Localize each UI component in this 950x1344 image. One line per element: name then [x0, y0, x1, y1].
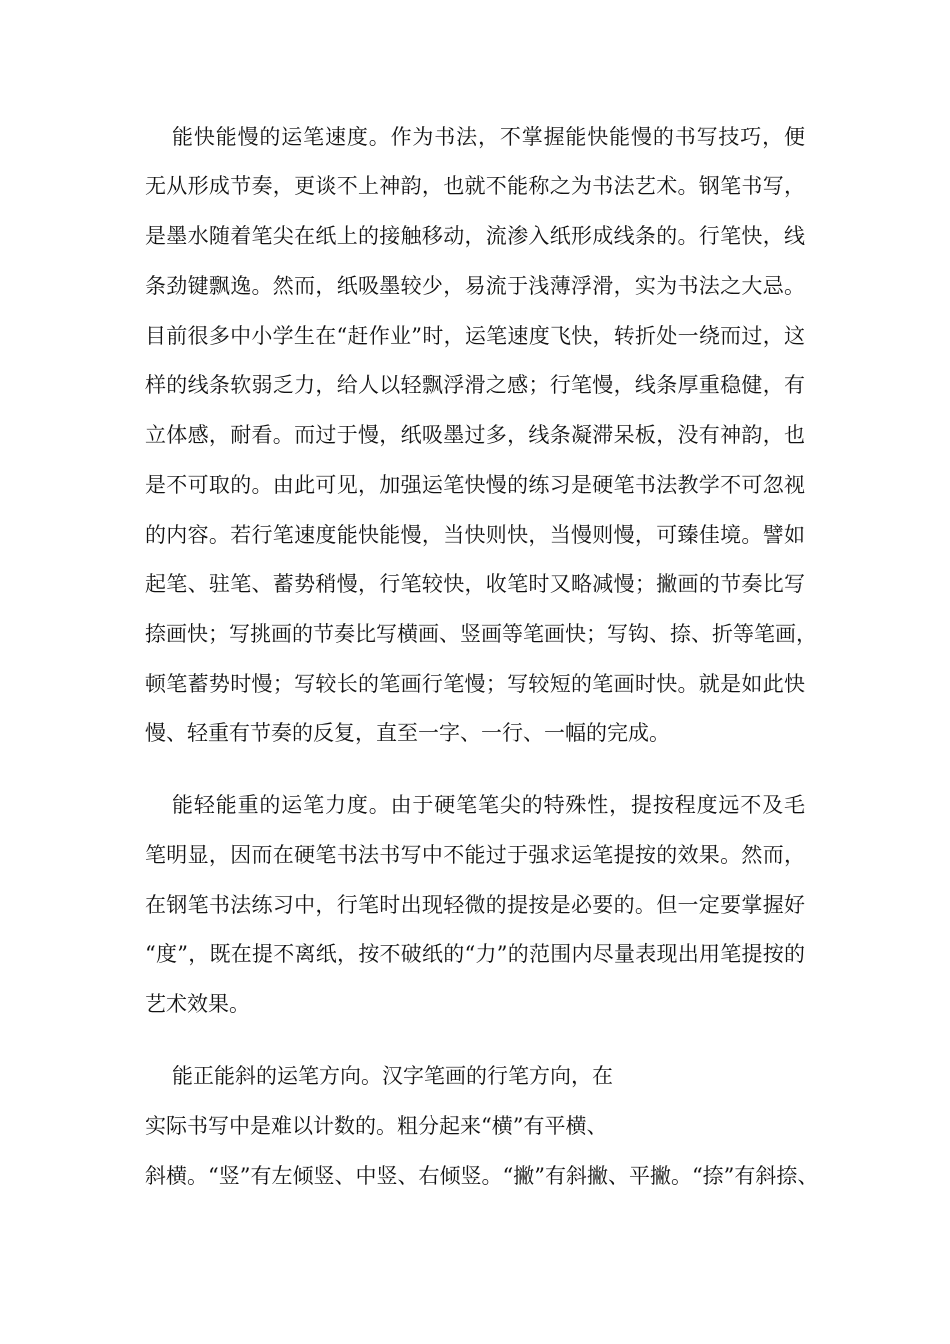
- paragraph-1-line-12: 顿笔蓄势时慢；写较长的笔画行笔慢；写较短的笔画时快。就是如此快: [145, 672, 805, 696]
- paragraph-1-line-13: 慢、轻重有节奏的反复，直至一字、一行、一幅的完成。: [145, 721, 670, 745]
- paragraph-3-line-3: 斜横。“竖”有左倾竖、中竖、右倾竖。“撇”有斜撇、平撇。“捺”有斜捺、: [145, 1164, 819, 1188]
- paragraph-1-line-11: 捺画快；写挑画的节奏比写横画、竖画等笔画快；写钩、捺、折等笔画，: [145, 622, 817, 646]
- paragraph-3-line-1: 能正能斜的运笔方向。汉字笔画的行笔方向，在: [172, 1064, 613, 1088]
- paragraph-1-line-4: 条劲键飘逸。然而，纸吸墨较少，易流于浅薄浮滑，实为书法之大忌。: [145, 274, 805, 298]
- paragraph-1-line-9: 的内容。若行笔速度能快能慢，当快则快，当慢则慢，可臻佳境。譬如: [145, 523, 805, 547]
- paragraph-1-line-7: 立体感，耐看。而过于慢，纸吸墨过多，线条凝滞呆板，没有神韵，也: [145, 423, 805, 447]
- paragraph-1-line-10: 起笔、驻笔、蓄势稍慢，行笔较快，收笔时又略减慢；撇画的节奏比写: [145, 572, 805, 596]
- paragraph-2-line-1: 能轻能重的运笔力度。由于硬笔笔尖的特殊性，提按程度远不及毛: [172, 793, 805, 817]
- paragraph-1-line-8: 是不可取的。由此可见，加强运笔快慢的练习是硬笔书法教学不可忽视: [145, 473, 805, 497]
- paragraph-1-line-2: 无从形成节奏，更谈不上神韵，也就不能称之为书法艺术。钢笔书写，: [145, 174, 805, 198]
- paragraph-2-line-5: 艺术效果。: [145, 992, 250, 1016]
- paragraph-1-line-3: 是墨水随着笔尖在纸上的接触移动，流渗入纸形成线条的。行笔快，线: [145, 224, 805, 248]
- paragraph-1-line-5: 目前很多中小学生在“赶作业”时，运笔速度飞快，转折处一绕而过，这: [145, 324, 805, 348]
- paragraph-1-line-6: 样的线条软弱乏力，给人以轻飘浮滑之感；行笔慢，线条厚重稳健，有: [145, 373, 805, 397]
- paragraph-3-line-2: 实际书写中是难以计数的。粗分起来“横”有平横、: [145, 1114, 608, 1138]
- paragraph-2-line-4: “度”，既在提不离纸，按不破纸的“力”的范围内尽量表现出用笔提按的: [145, 942, 805, 966]
- paragraph-2-line-3: 在钢笔书法练习中，行笔时出现轻微的提按是必要的。但一定要掌握好: [145, 893, 805, 917]
- paragraph-1-line-1: 能快能慢的运笔速度。作为书法，不掌握能快能慢的书写技巧，便: [172, 125, 805, 149]
- paragraph-2-line-2: 笔明显，因而在硬笔书法书写中不能过于强求运笔提按的效果。然而，: [145, 843, 805, 867]
